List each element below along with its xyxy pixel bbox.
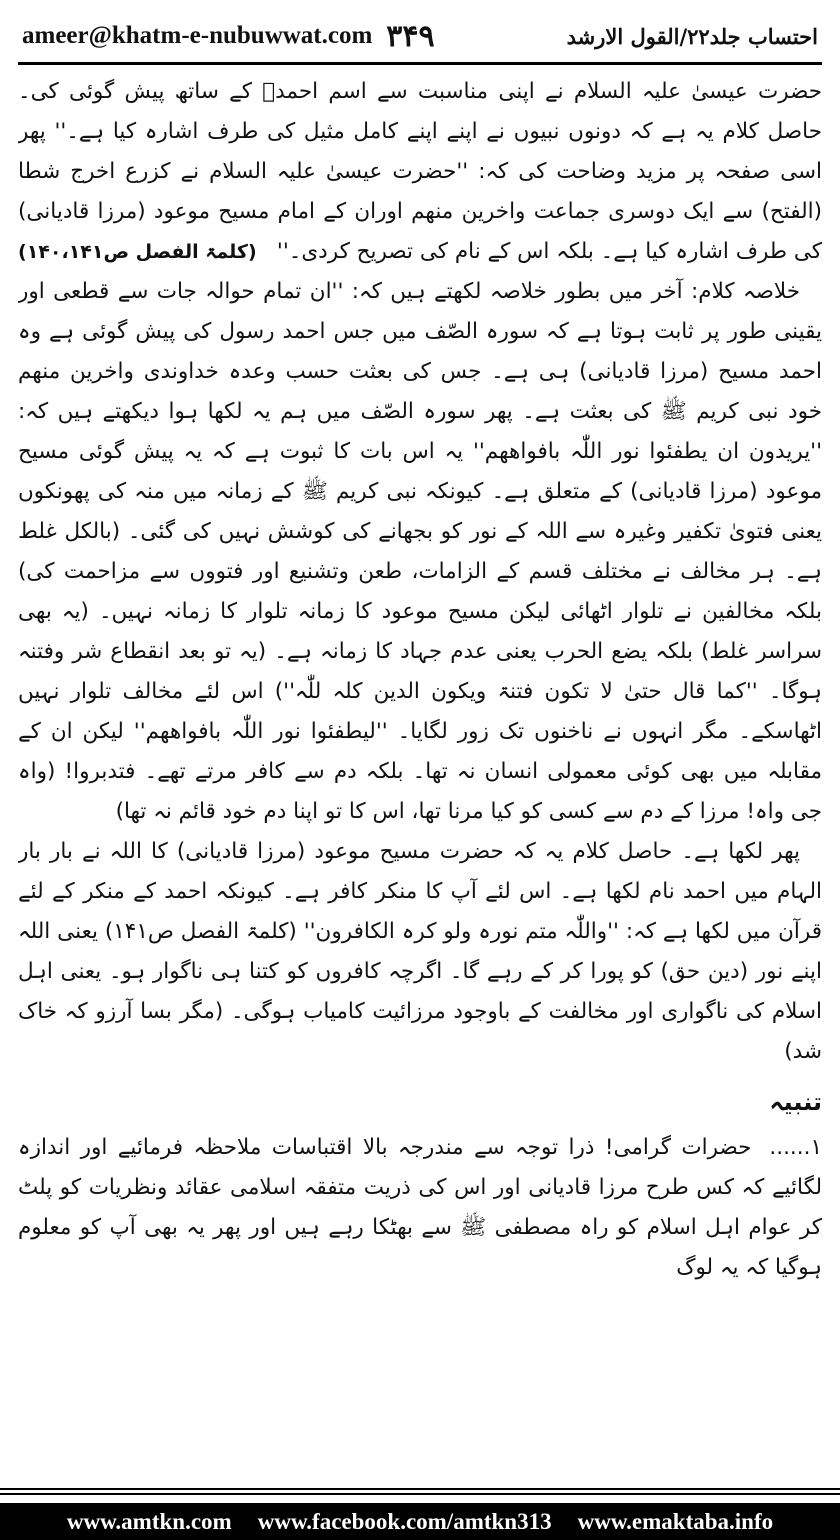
section-heading-tanbih: تنبیہ [769, 1088, 822, 1116]
paragraph-2: خلاصہ کلام: آخر میں بطور خلاصہ لکھتے ہیں کہ: ''ان تمام حوالہ جات سے قطعی اور یقینی طور پر ثابت ہوتا ہے کہ سورہ الصّف میں جس احمد رسول کی پیش گوئی ہے وہ احمد مسیح (مرزا قادیانی) ہی ہے۔ جس کی بعثت حسب وعدہ خداوندی واخرین منھم خود نبی کریم ﷺ کی بعثت ہے۔ پھر سورہ الصّف میں ہم یہ لکھا ہوا دیکھتے ہیں کہ: ''یریدون ان یطفئوا نور اللّٰہ بافواھھم'' یہ اس بات کا ثبوت ہے کہ یہ پیش گوئی مسیح موعود (مرزا قادیانی) کے متعلق ہے۔ کیونکہ نبی کریم ﷺ کے زمانہ میں منہ کی پھونکوں یعنی فتویٰ تکفیر وغیرہ سے اللہ کے نور کو بجھانے کی کوشش نہیں کی گئی۔ (بالکل غلط ہے۔ ہر مخالف نے مختلف قسم کے الزامات، طعن وتشنیع اور فتووں سے مزاحمت کی) بلکہ مخالفین نے تلوار اٹھائی لیکن مسیح موعود کا زمانہ تلوار کا زمانہ نہیں۔ (یہ بھی سراسر غلط) بلکہ یضع الحرب یعنی عدم جہاد کا زمانہ ہے۔ (یہ تو بعد انقطاع شر وفتنہ ہوگا۔ ''کما قال حتیٰ لا تکون فتنۃ ویکون الدین کلہ للّٰہ'') اس لئے مخالف تلوار نہیں اٹھاسکے۔ مگر انہوں نے ناخنوں تک زور لگایا۔ ''لیطفئوا نور اللّٰہ بافواھھم'' لیکن ان کے مقابلہ میں بھی کوئی معمولی انسان نہ تھا۔ بلکہ دم سے کافر مرتے تھے۔ فتدبروا! (واہ جی واہ! مرزا کے دم سے کسی کو کیا مرنا تھا، اس کا تو اپنا دم خود قائم نہ تھا) [18, 279, 822, 824]
paragraph-1 [18, 72, 822, 272]
header-rule [18, 62, 822, 65]
page-number: ۳۴۹ [386, 18, 435, 54]
footer-rule-1 [0, 1488, 840, 1490]
paragraph-3: پھر لکھا ہے۔ حاصل کلام یہ کہ حضرت مسیح موعود (مرزا قادیانی) کا اللہ نے بار بار الہام میں احمد نام لکھا ہے۔ اس لئے آپ کا منکر کافر ہے۔ کیونکہ احمد کے منکر کے لئے قرآن میں لکھا ہے کہ: ''واللّٰہ متم نورہ ولو کرہ الکافرون'' (کلمۃ الفصل ص۱۴۱) یعنی اللہ اپنے نور (دین حق) کو پورا کر کے رہے گا۔ اگرچہ کافروں کو کتنا ہی ناگوار ہو۔ یعنی اہل اسلام کی ناگواری اور مخالفت کے باوجود مرزائیت کامیاب ہوگی۔ (مگر بسا آرزو کہ خاک شد) [18, 839, 822, 1064]
header-left [22, 19, 435, 54]
footer-rules [0, 1488, 840, 1498]
citation-kalimat-ul-fasl: (کلمۃ الفصل ص۱۴۰،۱۴۱) [18, 241, 257, 263]
footer-rule-2 [0, 1493, 840, 1495]
page-body [18, 72, 822, 1437]
header-email: ameer@khatm-e-nubuwwat.com [22, 22, 373, 49]
paragraph-4 [18, 1128, 822, 1288]
paragraph-4-text: حضرات گرامی! ذرا توجہ سے مندرجہ بالا اقتباسات ملاحظہ فرمائیے اور اندازہ لگائیے کہ کس طرح مرزا قادیانی اور اس کی ذریت متفقہ اسلامی عقائد ونظریات کو پلٹ کر عوام اہل اسلام کو راہ مصطفی ﷺ سے بھٹکا رہے ہیں اور پھر یہ بھی آپ کو معلوم ہوگیا کہ یہ لوگ [18, 1135, 822, 1280]
footer-link-facebook[interactable]: www.facebook.com/amtkn313 [257, 1508, 552, 1534]
book-title: احتساب جلد۲۲/القول الارشد [566, 23, 818, 49]
footer-link-amtkn[interactable]: www.amtkn.com [66, 1508, 232, 1534]
item-number: ۱...... [769, 1135, 822, 1160]
footer-link-emaktaba[interactable]: www.emaktaba.info [577, 1508, 774, 1534]
paragraph-1-text: حضرت عیسیٰ علیہ السلام نے اپنی مناسبت سے اسم احمدؐ کے ساتھ پیش گوئی کی۔ حاصل کلام یہ ہے کہ دونوں نبیوں نے اپنے اپنے کامل مثیل کی طرف اشارہ کیا ہے۔'' پھر اسی صفحہ پر مزید وضاحت کی کہ: ''حضرت عیسیٰ علیہ السلام نے کزرع اخرج شطا (الفتح) سے ایک دوسری جماعت واخرین منھم اوران کے امام مسیح موعود (مرزا قادیانی) کی طرف اشارہ کیا ہے۔ بلکہ اس کے نام کی تصریح کردی۔'' [18, 79, 822, 264]
footer-links [0, 1503, 840, 1540]
page-header [22, 14, 818, 58]
